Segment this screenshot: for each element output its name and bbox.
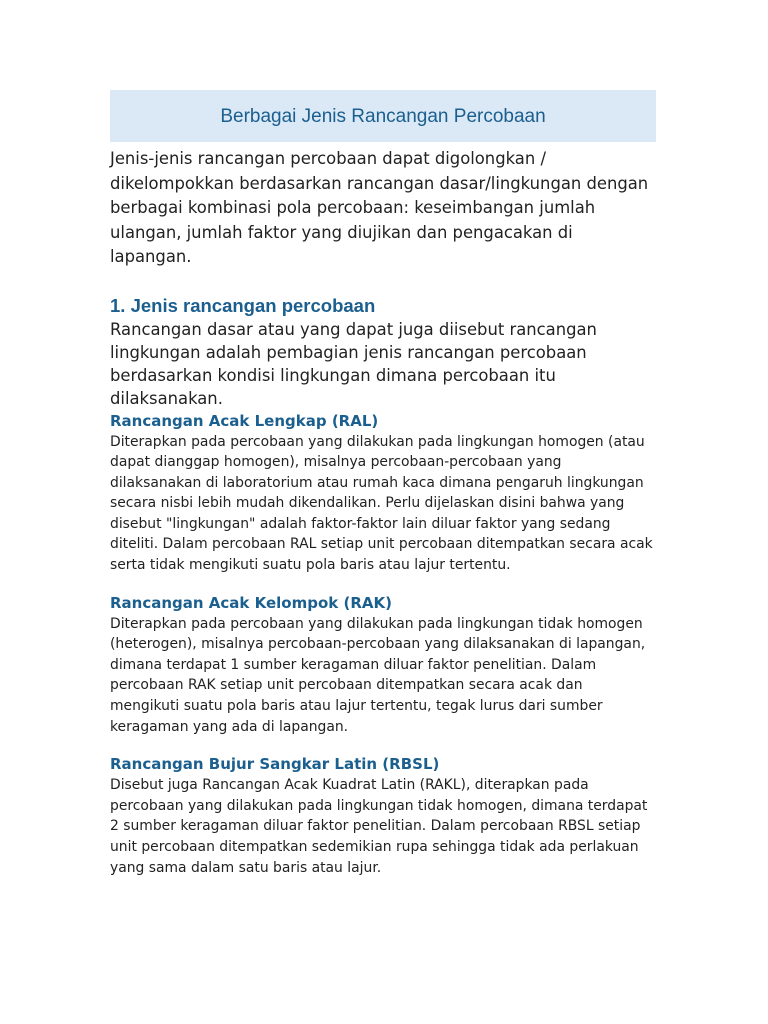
subsection-paragraph: Diterapkan pada percobaan yang dilakukan pada lingkungan homogen (atau dapat dianggap homogen), misalnya percobaan-percobaan yang dilaksanakan di laboratorium atau rumah kaca dimana pengaruh lingkungan secara nisbi lebih mudah dikendalikan. Perlu dijelaskan disini bahwa yang disebut "lingkungan" adalah faktor-faktor lain diluar faktor yang sedang diteliti. Dalam percobaan RAL setiap unit percobaan ditempatkan secara acak serta tidak mengikuti suatu pola baris atau lajur tertentu. [110, 433, 653, 574]
section-heading: 1. Jenis rancangan percobaan [110, 294, 376, 316]
subsection-heading: Rancangan Bujur Sangkar Latin (RBSL) [110, 755, 440, 774]
subsection-rbsl [110, 753, 656, 878]
page-title: Berbagai Jenis Rancangan Percobaan [220, 106, 546, 127]
subsection-ral [110, 410, 656, 576]
subsection-paragraph: Diterapkan pada percobaan yang dilakukan pada lingkungan tidak homogen (heterogen), misalnya percobaan-percobaan yang dilaksanakan di lapangan, dimana terdapat 1 sumber keragaman diluar faktor penelitian. Dalam percobaan RAK setiap unit percobaan ditempatkan secara acak dan mengikuti suatu pola baris atau lajur tertentu, tegak lurus dari sumber keragaman yang ada di lapangan. [110, 615, 646, 735]
subsection-heading: Rancangan Acak Kelompok (RAK) [110, 593, 392, 612]
document-content [110, 90, 656, 878]
intro-paragraph: Jenis-jenis rancangan percobaan dapat digolongkan / dikelompokkan berdasarkan rancangan dasar/lingkungan dengan berbagai kombinasi pola percobaan: keseimbangan jumlah ulangan, jumlah faktor yang diujikan dan pengacakan di lapangan. [110, 149, 649, 266]
section-paragraph: Rancangan dasar atau yang dapat juga diisebut rancangan lingkungan adalah pembagian jenis rancangan percobaan berdasarkan kondisi lingkungan dimana percobaan itu dilaksanakan. [110, 319, 597, 408]
subsection-heading: Rancangan Acak Lengkap (RAL) [110, 411, 379, 430]
title-banner [110, 90, 656, 142]
subsection-paragraph: Disebut juga Rancangan Acak Kuadrat Latin (RAKL), diterapkan pada percobaan yang dilakukan pada lingkungan tidak homogen, dimana terdapat 2 sumber keragaman diluar faktor penelitian. Dalam percobaan RBSL setiap unit percobaan ditempatkan sedemikian rupa sehingga tidak ada perlakuan yang sama dalam satu baris atau lajur. [110, 777, 648, 876]
subsection-rak [110, 592, 656, 738]
